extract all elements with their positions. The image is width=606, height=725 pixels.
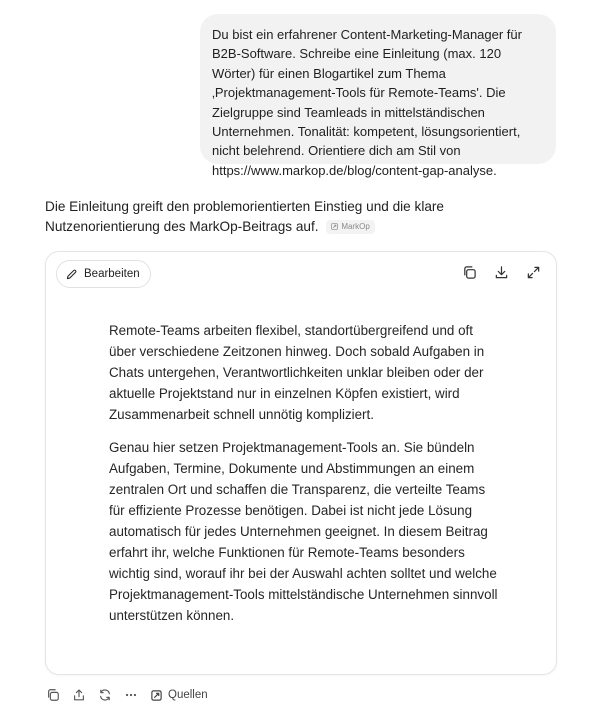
source-chip-label: MarkOp	[341, 221, 370, 231]
assistant-intro	[45, 197, 555, 237]
expand-document-button[interactable]	[525, 264, 542, 281]
document-card	[45, 251, 557, 675]
sources-button[interactable]	[151, 689, 208, 701]
document-paragraph: Remote-Teams arbeiten flexibel, standortübergreifend und oft über verschiedene Zeitzonen hinweg. Doch sobald Aufgaben in Chats untergehen, Verantwortlichkeiten unklar bleiben oder der aktuelle Projektstand nur in einzelnen Köpfen existiert, wird Zusammenarbeit schnell unnötig kompliziert.	[109, 323, 485, 422]
share-button[interactable]	[71, 688, 86, 703]
copy-document-button[interactable]	[461, 264, 478, 281]
regenerate-icon	[98, 688, 112, 702]
more-options-button[interactable]	[123, 688, 138, 703]
share-icon	[72, 688, 86, 702]
expand-icon	[526, 265, 541, 280]
sources-button-label: Quellen	[168, 689, 208, 701]
user-message-text: Du bist ein erfahrener Content-Marketing-Manager für B2B-Software. Schreibe eine Einleitung (max. 120 Wörter) für einen Blogartikel zum Thema ‚Projektmanagement-Tools für Remote-Teams'. Die Zielgruppe sind Teamleads in mittelständischen Unternehmen. Tonalität: kompetent, lösungsorientiert, nicht belehrend. Orientiere dich am Stil von https://www.markop.de/blog/content-gap-analyse.	[212, 27, 522, 178]
document-body	[109, 320, 501, 638]
more-icon	[124, 688, 138, 702]
source-link-icon	[151, 690, 162, 701]
copy-icon	[462, 265, 477, 280]
assistant-intro-text: Die Einleitung greift den problemorientierten Einstieg und die klare Nutzenorientierung des MarkOp-Beitrags auf.	[45, 199, 444, 234]
copy-message-button[interactable]	[45, 688, 60, 703]
download-icon	[494, 265, 509, 280]
user-message-bubble	[200, 14, 556, 178]
source-link-icon	[331, 223, 338, 230]
download-document-button[interactable]	[493, 264, 510, 281]
copy-icon	[46, 688, 60, 702]
document-paragraph: Genau hier setzen Projektmanagement-Tools an. Sie bündeln Aufgaben, Termine, Dokumente und Abstimmungen an einem zentralen Ort und schaffen die Transparenz, die verteilte Teams für effiziente Prozesse benötigen. Dabei ist nicht jede Lösung automatisch für jedes Unternehmen geeignet. In diesem Beitrag erfahrt ihr, welche Funktionen für Remote-Teams besonders wichtig sind, worauf ihr bei der Auswahl achten solltet und welche Projektmanagement-Tools mittelständische Unternehmen sinnvoll unterstützen können.	[109, 440, 498, 623]
pencil-icon	[65, 268, 78, 281]
regenerate-button[interactable]	[97, 688, 112, 703]
document-toolbar	[461, 264, 542, 281]
source-chip[interactable]	[326, 220, 374, 234]
edit-button[interactable]	[56, 260, 151, 288]
message-actions	[45, 686, 208, 704]
edit-button-label: Bearbeiten	[84, 268, 140, 280]
